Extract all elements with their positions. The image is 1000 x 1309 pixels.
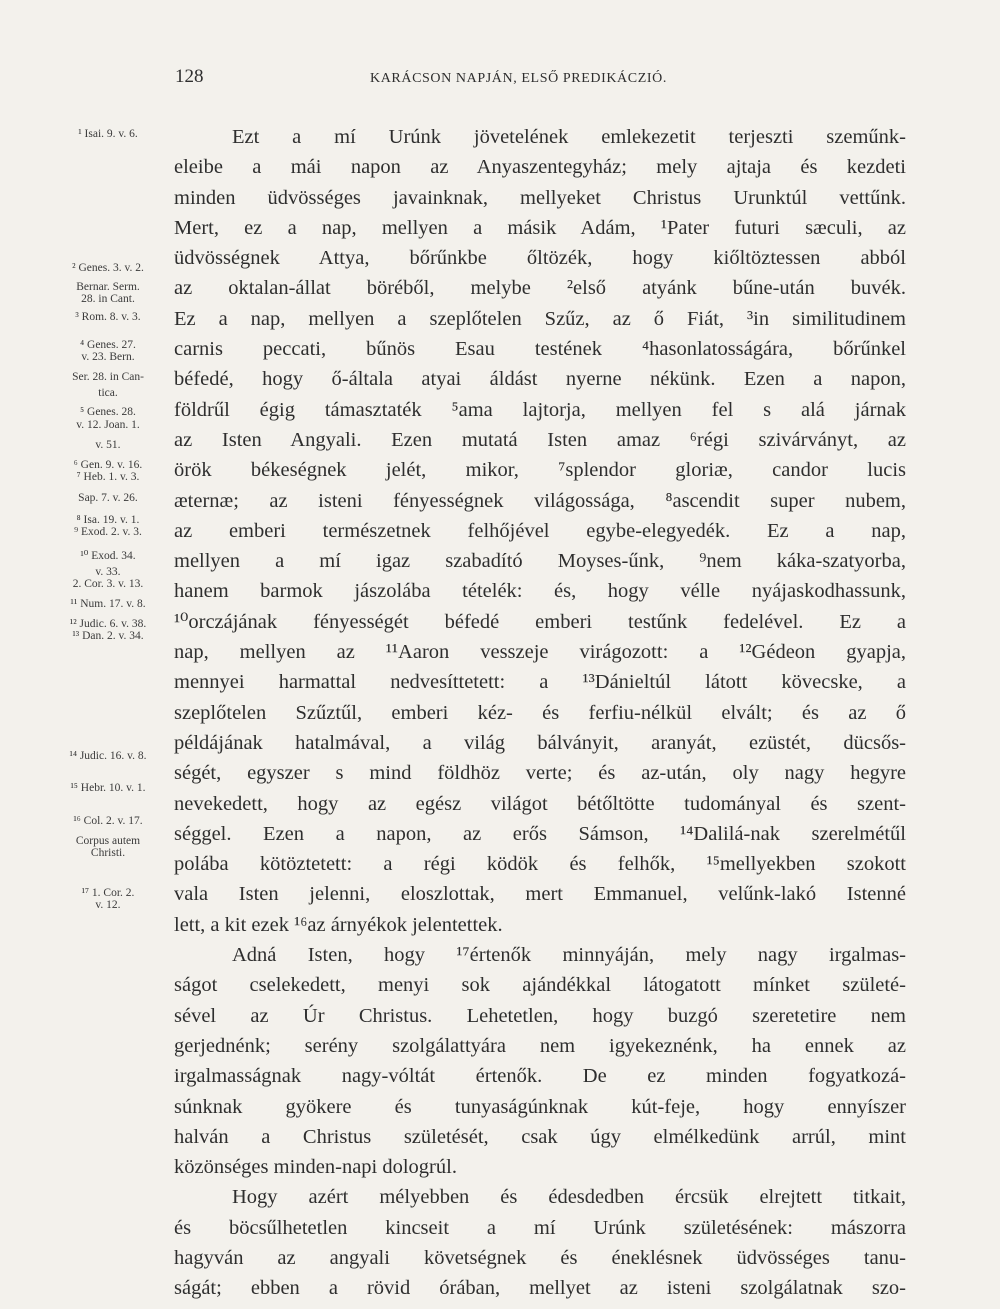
margin-note: ⁸ Isa. 19. v. 1. [76,514,140,526]
page-header [0,62,1000,92]
margin-note: ¹³ Dan. 2. v. 34. [72,630,144,642]
margin-note: ¹⁵ Hebr. 10. v. 1. [70,782,146,794]
text-line: eleibe a mái napon az Anyaszentegyház; mely ajtaja és kezdeti [174,156,906,179]
margin-note: ⁹ Exod. 2. v. 3. [74,526,142,538]
text-line: ságát; ebben a rövid órában, mellyet az isteni szolgálatnak szo- [174,1277,906,1300]
text-line: irgalmasságnak nagy-vóltát értenők. De ez minden fogyatkozá- [174,1065,906,1088]
text-line: és böcsűlhetetlen kincseit a mí Urúnk születésének: mászorra [174,1216,906,1239]
text-line: szeplőtelen Szűztűl, emberi kéz- és ferfiu-nélkül elvált; és az ő [174,701,906,724]
text-line: az emberi természetnek felhőjével egybe-elegyedék. Ez a nap, [174,519,906,542]
text-line: polába kötöztetett: a régi ködök és felhők, ¹⁵mellyekben szokott [174,853,906,876]
margin-note: v. 12. [95,899,121,911]
running-title: KARÁCSON NAPJÁN, ELSŐ PREDIKÁCZIÓ. [370,71,667,86]
text-line: lett, a kit ezek ¹⁶az árnyékok jelentettek. [174,913,503,936]
margin-note: Christi. [90,847,126,859]
text-line: Ezt a mí Urúnk jövetelének emlekezetit terjeszti szeműnk- [232,126,906,148]
text-line: hagyván az angyali követségnek és éneklésnek üdvösséges tanu- [174,1246,906,1269]
text-line: sével az Úr Christus. Lehetetlen, hogy buzgó szeretetire nem [174,1004,906,1027]
margin-note: ² Genes. 3. v. 2. [72,262,144,274]
text-line: mennyei harmattal nedvesíttetett: a ¹³Dánieltúl látott kövecske, a [174,671,906,694]
text-line: gerjednénk; serény szolgálattyára nem igyekeznénk, ha ennek az [174,1034,906,1057]
text-line: vala Isten jelenni, eloszlottak, mert Emmanuel, velűnk-lakó Istenné [174,883,906,906]
margin-note: Corpus autem [75,835,141,847]
text-line: súnknak gyökere és tunyaságúnknak kút-feje, hogy ennyíszer [174,1095,906,1118]
text-line: földrűl égig támasztaték ⁵ama lajtorja, mellyen fel s alá járnak [174,398,906,421]
margin-note: 2. Cor. 3. v. 13. [72,578,144,590]
text-line: példájának hatalmával, a világ bálványit, aranyát, ezüstét, dücsős- [174,731,906,754]
text-line: béfedé, hogy ő-általa atyai áldást nyerne nékünk. Ezen a napon, [174,368,906,391]
margin-note: ¹⁴ Judic. 16. v. 8. [69,750,147,762]
margin-note: v. 33. [95,566,121,578]
text-line: örök békeségnek jelét, mikor, ⁷splendor gloriæ, candor lucis [174,459,906,482]
margin-note: Sap. 7. v. 26. [78,492,138,504]
text-line: az Isten Angyali. Ezen mutatá Isten amaz ⁶régi szivárványt, az [174,428,906,451]
text-line: ságot cselekedett, menyi sok ajándékkal látogatott mínket születé- [174,974,906,997]
margin-note: ⁴ Genes. 27. [80,339,136,351]
text-line: üdvösségnek Attya, bőrűnkbe őltözék, hogy kiőltöztessen abból [174,247,906,270]
body-text [174,122,906,1304]
margin-note: 28. in Cant. [81,293,135,305]
margin-note: v. 23. Bern. [81,351,135,363]
text-line: séggel. Ezen a napon, az erős Sámson, ¹⁴Dalilá-nak szerelmétűl [174,822,906,845]
text-line: Hogy azért mélyebben és édesdedben ércsük elrejtett titkait, [232,1186,906,1209]
margin-note: ¹⁶ Col. 2. v. 17. [73,815,143,827]
text-line: mellyen a mí igaz szabadító Moyses-űnk, ⁹nem káka-szatyorba, [174,550,906,573]
margin-note: ¹⁰ Exod. 34. [80,550,136,562]
text-line: Ez a nap, mellyen a szeplőtelen Szűz, az ő Fiát, ³in similitudinem [174,307,906,330]
margin-note: ¹⁷ 1. Cor. 2. [81,887,135,899]
margin-note: Bernar. Serm. [76,281,140,293]
margin-note: ¹ Isai. 9. v. 6. [78,128,138,140]
margin-note: ⁵ Genes. 28. [80,406,136,418]
text-line: ¹⁰orczájának fényességét béfedé emberi testűnk fedelével. Ez a [174,610,906,633]
text-line: æternæ; az isteni fényességnek világossága, ⁸ascendit super nubem, [174,489,906,512]
text-line: minden üdvösséges javainknak, mellyeket Christus Urunktúl vettűnk. [174,186,906,209]
text-line: halván a Christus születését, csak úgy elmélkedünk arrúl, mint [174,1125,906,1148]
margin-note: v. 12. Joan. 1. [76,419,140,431]
margin-note: ³ Rom. 8. v. 3. [75,311,141,323]
text-line: közönséges minden-napi dologrúl. [174,1156,457,1179]
text-line: az oktalan-állat böréből, melybe ²első atyánk bűne-után buvék. [174,277,906,300]
text-line: Mert, ez a nap, mellyen a másik Adám, ¹Pater futuri sæculi, az [174,216,906,239]
text-line: carnis peccati, bűnös Esau testének ⁴hasonlatosságára, bőrűnkel [174,338,906,361]
text-line: ségét, egyszer s mind földhöz verte; és az-után, oly nagy hegyre [174,762,906,785]
margin-note: ¹¹ Num. 17. v. 8. [70,598,146,610]
text-line: nap, mellyen az ¹¹Aaron vesszeje virágozott: a ¹²Gédeon gyapja, [174,641,906,664]
margin-note: ⁷ Heb. 1. v. 3. [76,471,140,483]
margin-note: ⁶ Gen. 9. v. 16. [73,459,143,471]
text-line: nevekedett, hogy az egész világot bétőltötte tudományal és szent- [174,792,906,815]
margin-note: tica. [98,387,118,399]
text-line: hanem barmok jászolába tételék: és, hogy vélle nyájaskodhassunk, [174,580,906,603]
page-number: 128 [175,66,204,87]
margin-note: ¹² Judic. 6. v. 38. [69,618,147,630]
text-line: Adná Isten, hogy ¹⁷értenők minnyáján, mely nagy irgalmas- [232,944,906,967]
margin-note: v. 51. [95,439,121,451]
margin-note: Ser. 28. in Can- [72,371,144,383]
